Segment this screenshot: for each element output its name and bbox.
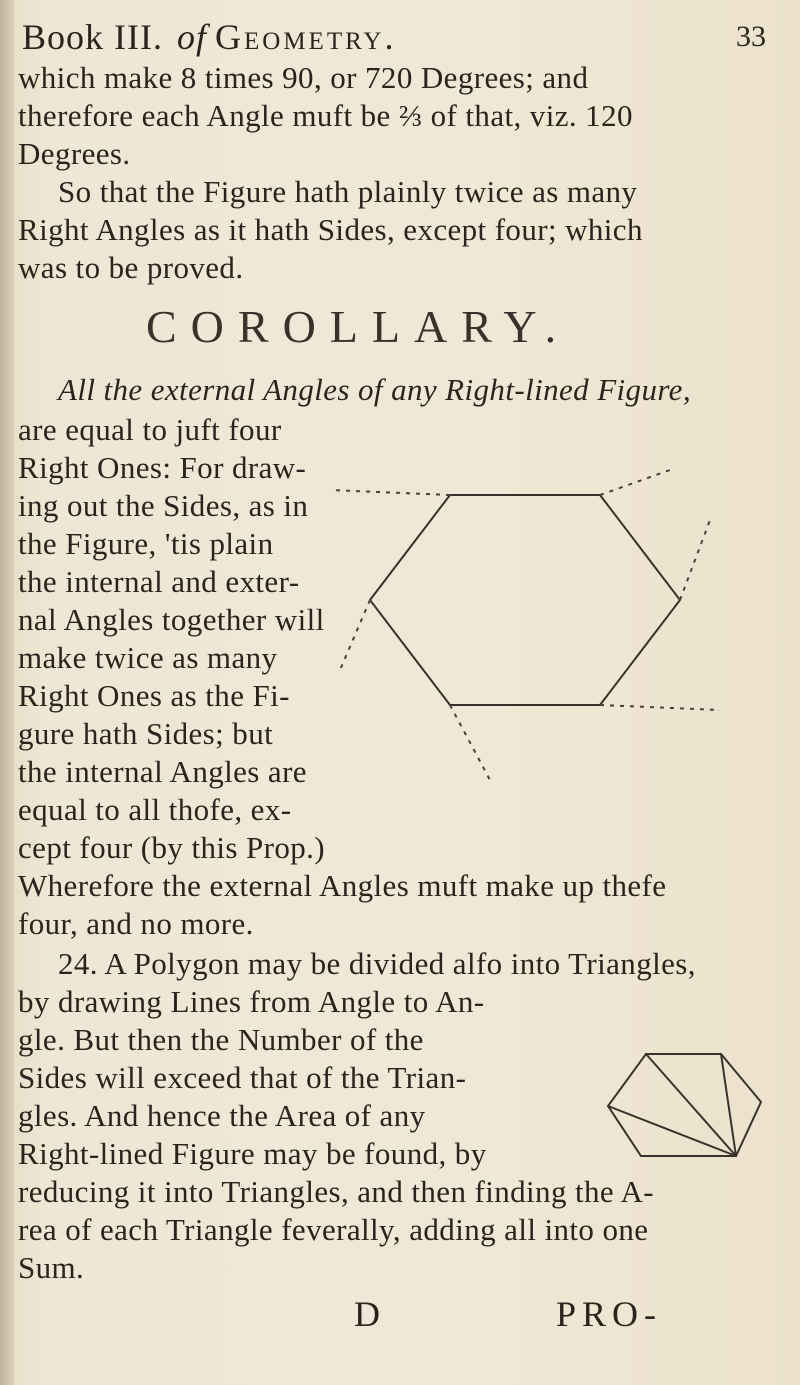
text-line: nal Angles together will (18, 602, 325, 637)
corollary-heading: COROLLARY. (146, 301, 571, 352)
text-line: gles. And hence the Area of any (18, 1098, 426, 1133)
diagonal (608, 1106, 736, 1156)
extended-side (600, 705, 720, 710)
text-line: Right Angles as it hath Sides, except four; which (18, 212, 643, 247)
extended-side (340, 600, 370, 670)
extended-side (680, 520, 710, 600)
text-line: Right Ones as the Fi- (18, 678, 290, 713)
text-line: the internal and exter- (18, 564, 300, 599)
text-line: So that the Figure hath plainly twice as many (58, 174, 638, 209)
text-line: was to be proved. (18, 250, 244, 285)
text-line: ing out the Sides, as in (18, 488, 309, 523)
extended-side (450, 705, 490, 780)
text-line: cept four (by this Prop.) (18, 830, 326, 865)
text-line: Degrees. (18, 136, 131, 171)
text-line: Sides will exceed that of the Trian- (18, 1060, 467, 1095)
page-gutter (0, 0, 14, 1385)
text-line: reducing it into Triangles, and then finding the A- (18, 1174, 655, 1209)
text-line: by drawing Lines from Angle to An- (18, 984, 485, 1019)
extended-side (330, 490, 450, 495)
text-line: make twice as many (18, 640, 278, 675)
polygon-triangles-figure (596, 1044, 776, 1164)
catchword: PRO- (556, 1294, 663, 1334)
text-line: the internal Angles are (18, 754, 307, 789)
text-line: All the external Angles of any Right-lined Figure, (58, 372, 691, 407)
polygon-outline (608, 1054, 761, 1156)
text-line: gure hath Sides; but (18, 716, 274, 751)
text-line: four, and no more. (18, 906, 254, 941)
text-line: 24. A Polygon may be divided alfo into Triangles, (58, 946, 696, 981)
text-line: are equal to juft four (18, 412, 282, 447)
text-line: Right-lined Figure may be found, by (18, 1136, 487, 1171)
text-line: rea of each Triangle feverally, adding all into one (18, 1212, 649, 1247)
running-head-of: of (176, 17, 207, 57)
external-angles-figure (300, 400, 770, 820)
text-line: Right Ones: For draw- (18, 450, 307, 485)
hexagon-outline (370, 495, 680, 705)
text-line: which make 8 times 90, or 720 Degrees; and (18, 60, 589, 95)
text-line: therefore each Angle muft be ⅔ of that, viz. 120 (18, 98, 633, 133)
running-head (22, 16, 396, 58)
extended-side (600, 470, 670, 495)
running-head-title: Geometry. (215, 17, 397, 57)
text-line: Sum. (18, 1250, 85, 1285)
text-line: Wherefore the external Angles muft make up thefe (18, 868, 667, 903)
page-number: 33 (736, 20, 766, 53)
book-label: Book III. (22, 17, 163, 57)
text-line: the Figure, 'tis plain (18, 526, 274, 561)
text-line: gle. But then the Number of the (18, 1022, 424, 1057)
text-line: equal to all thofe, ex- (18, 792, 292, 827)
signature-mark: D (354, 1294, 380, 1334)
